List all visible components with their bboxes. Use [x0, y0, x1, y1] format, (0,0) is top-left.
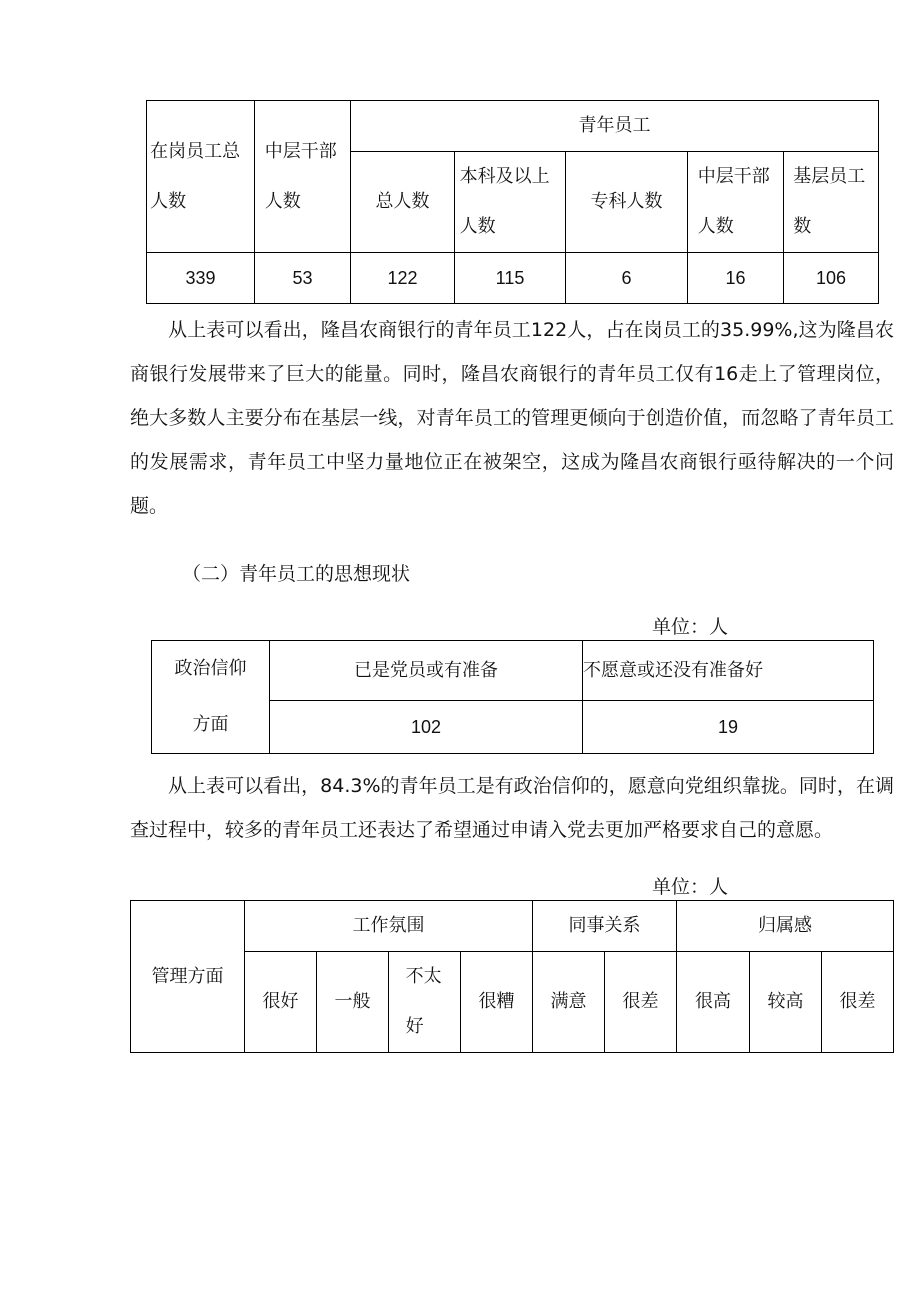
value-college: 6	[566, 253, 688, 304]
political-belief-table	[151, 640, 874, 754]
value-total-staff: 339	[147, 253, 255, 304]
header-not-ready: 不愿意或还没有准备好	[583, 641, 874, 701]
group-work-atmosphere: 工作氛围	[245, 901, 533, 952]
option-belonging-very-high: 很高	[677, 952, 750, 1053]
staff-stats-table	[146, 100, 879, 304]
value-bachelor-above: 115	[455, 253, 566, 304]
header-youth-base: 基层员工数	[784, 152, 879, 253]
option-colleague-poor: 很差	[605, 952, 677, 1053]
group-belonging: 归属感	[677, 901, 894, 952]
option-work-average: 一般	[317, 952, 389, 1053]
option-colleague-satisfied: 满意	[533, 952, 605, 1053]
option-work-very-good: 很好	[245, 952, 317, 1053]
header-youth-group: 青年员工	[351, 101, 879, 152]
value-party-member: 102	[270, 701, 583, 754]
option-belonging-high: 较高	[750, 952, 822, 1053]
header-college: 专科人数	[566, 152, 688, 253]
row-label-political: 政治信仰方面	[152, 641, 270, 754]
header-total-staff: 在岗员工总人数	[147, 101, 255, 253]
value-youth-middle: 16	[688, 253, 784, 304]
option-work-not-good: 不太好	[389, 952, 461, 1053]
management-table	[130, 900, 894, 1053]
analysis-paragraph-1: 从上表可以看出，隆昌农商银行的青年员工122人，占在岗员工的35.99%,这为隆昌农商银行发展带来了巨大的能量。同时，隆昌农商银行的青年员工仅有16走上了管理岗位，绝大多数人主要分布在基层一线，对青年员工的管理更倾向于创造价值，而忽略了青年员工的发展需求，青年员工中坚力量地位正在被架空，这成为隆昌农商银行亟待解决的一个问题。	[130, 319, 894, 517]
header-bachelor-above: 本科及以上人数	[455, 152, 566, 253]
section-heading: （二）青年员工的思想现状	[182, 563, 411, 585]
value-youth-total: 122	[351, 253, 455, 304]
row-label-management: 管理方面	[131, 901, 245, 1053]
unit-label-2: 单位：人	[652, 876, 729, 898]
unit-label-1: 单位：人	[652, 616, 729, 638]
value-youth-base: 106	[784, 253, 879, 304]
value-not-ready: 19	[583, 701, 874, 754]
header-youth-total: 总人数	[351, 152, 455, 253]
header-youth-middle: 中层干部人数	[688, 152, 784, 253]
group-colleague-relation: 同事关系	[533, 901, 677, 952]
option-belonging-poor: 很差	[822, 952, 894, 1053]
option-work-very-bad: 很糟	[461, 952, 533, 1053]
analysis-paragraph-2: 从上表可以看出，84.3%的青年员工是有政治信仰的，愿意向党组织靠拢。同时，在调查过程中，较多的青年员工还表达了希望通过申请入党去更加严格要求自己的意愿。	[130, 775, 894, 841]
header-middle-cadres: 中层干部人数	[255, 101, 351, 253]
header-party-member: 已是党员或有准备	[270, 641, 583, 701]
value-middle-cadres: 53	[255, 253, 351, 304]
